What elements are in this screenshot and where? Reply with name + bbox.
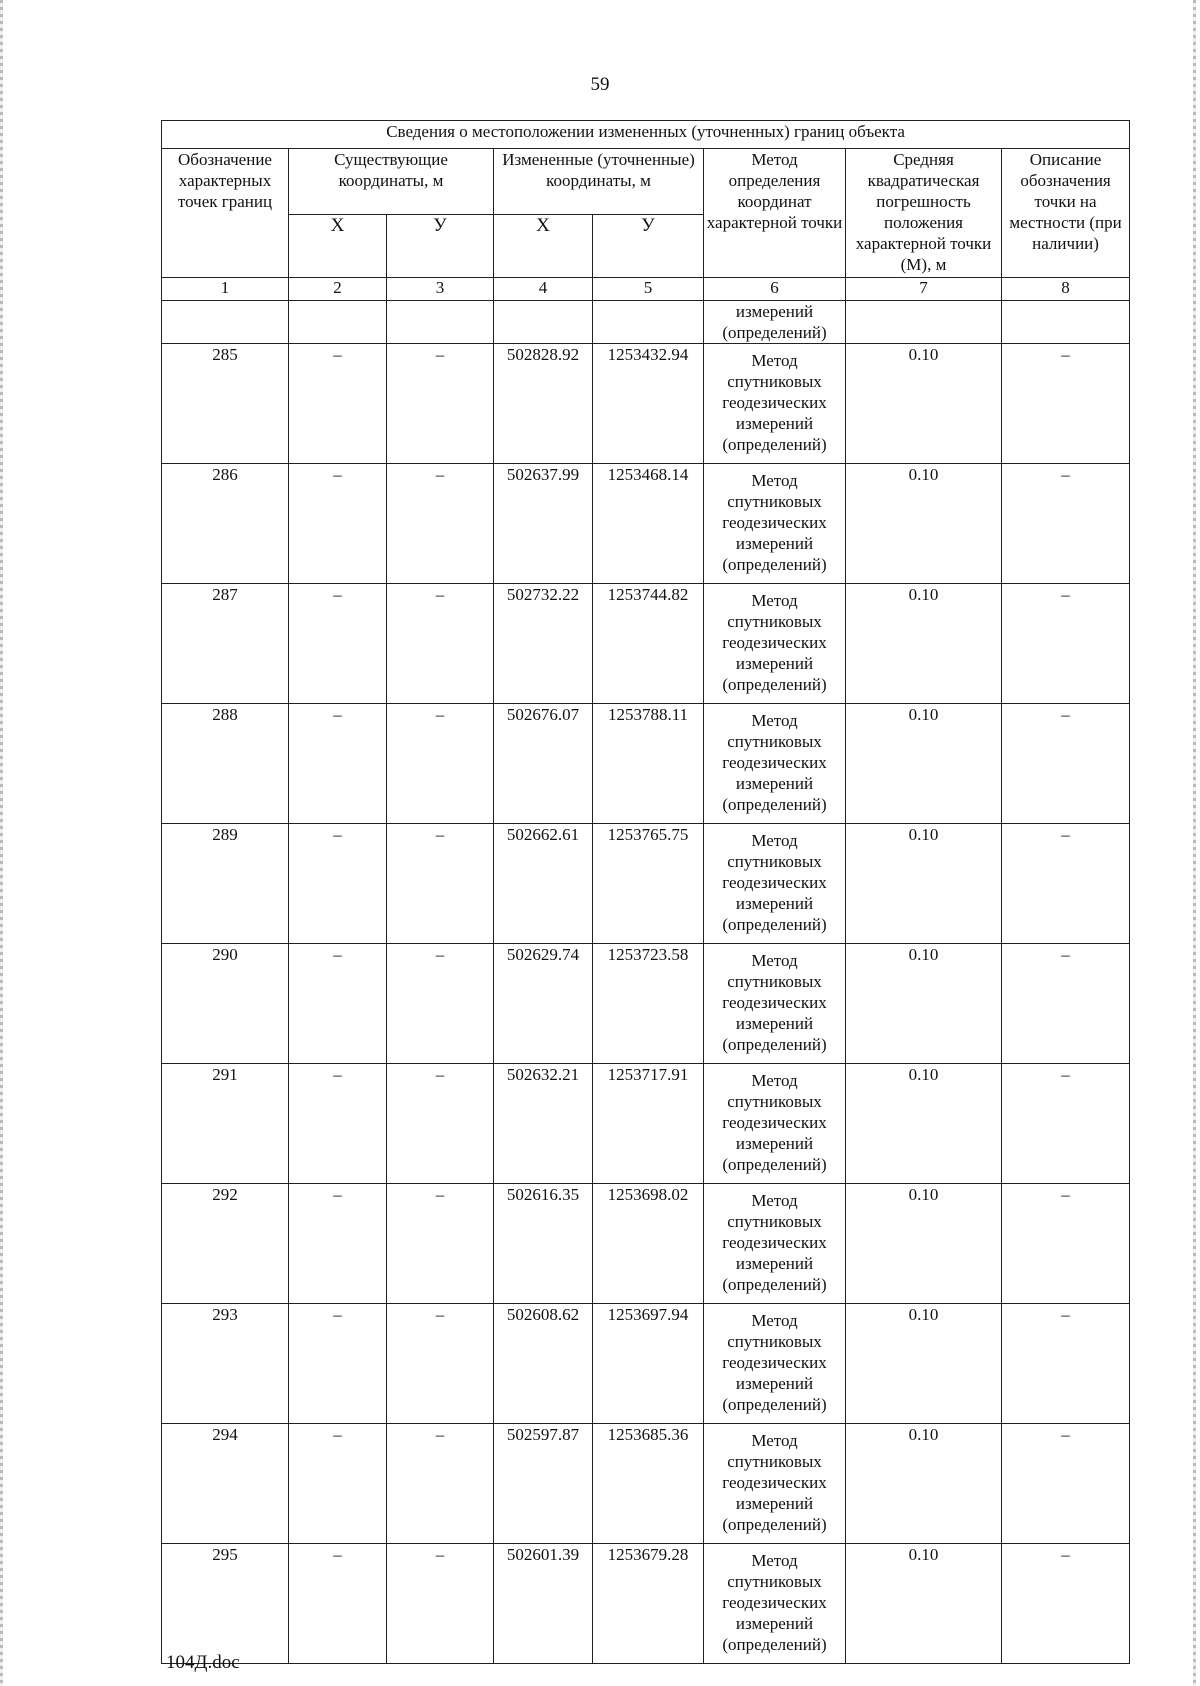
- method-cell: Метод спутниковых геодезических измерений (определений): [704, 944, 846, 1064]
- point-number-cell: 294: [162, 1424, 289, 1544]
- mean-error-cell: 0.10: [846, 824, 1002, 944]
- table-body: [162, 301, 1130, 1664]
- description-cell: –: [1002, 584, 1130, 704]
- changed-x-cell: 502662.61: [494, 824, 593, 944]
- continued-method-cell: измерений (определений): [704, 301, 846, 344]
- header-mean-error: Средняя квадратическая погрешность положения характерной точки (М), м: [846, 149, 1002, 278]
- changed-y-cell: 1253744.82: [593, 584, 704, 704]
- method-cell: Метод спутниковых геодезических измерений (определений): [704, 344, 846, 464]
- column-number: 7: [846, 278, 1002, 301]
- header-existing-y: У: [387, 215, 494, 278]
- point-number-cell: 285: [162, 344, 289, 464]
- mean-error-cell: 0.10: [846, 584, 1002, 704]
- column-numbers-row: [162, 278, 1130, 301]
- existing-x-cell: –: [289, 824, 387, 944]
- existing-y-cell: –: [387, 824, 494, 944]
- existing-x-cell: –: [289, 1184, 387, 1304]
- description-cell: –: [1002, 1304, 1130, 1424]
- method-cell: Метод спутниковых геодезических измерений (определений): [704, 1064, 846, 1184]
- changed-x-cell: 502601.39: [494, 1544, 593, 1664]
- description-cell: –: [1002, 1064, 1130, 1184]
- existing-y-cell: –: [387, 704, 494, 824]
- changed-y-cell: 1253679.28: [593, 1544, 704, 1664]
- table-row: [162, 1544, 1130, 1664]
- mean-error-cell: 0.10: [846, 464, 1002, 584]
- table-row: [162, 944, 1130, 1064]
- column-number: 5: [593, 278, 704, 301]
- existing-x-cell: –: [289, 1544, 387, 1664]
- existing-x-cell: –: [289, 464, 387, 584]
- existing-x-cell: –: [289, 1304, 387, 1424]
- table-row: [162, 824, 1130, 944]
- description-cell: –: [1002, 1544, 1130, 1664]
- method-cell: Метод спутниковых геодезических измерений (определений): [704, 704, 846, 824]
- mean-error-cell: 0.10: [846, 944, 1002, 1064]
- point-number-cell: 286: [162, 464, 289, 584]
- changed-y-cell: 1253723.58: [593, 944, 704, 1064]
- table-row: [162, 1184, 1130, 1304]
- existing-y-cell: –: [387, 944, 494, 1064]
- changed-x-cell: 502597.87: [494, 1424, 593, 1544]
- continued-row: [162, 301, 1130, 344]
- point-number-cell: 291: [162, 1064, 289, 1184]
- header-existing-coordinates: Существующие координаты, м: [289, 149, 494, 215]
- point-number-cell: 287: [162, 584, 289, 704]
- existing-x-cell: –: [289, 944, 387, 1064]
- changed-y-cell: 1253765.75: [593, 824, 704, 944]
- changed-x-cell: 502632.21: [494, 1064, 593, 1184]
- changed-x-cell: 502637.99: [494, 464, 593, 584]
- table-row: [162, 704, 1130, 824]
- column-number: 6: [704, 278, 846, 301]
- point-number-cell: 293: [162, 1304, 289, 1424]
- description-cell: –: [1002, 344, 1130, 464]
- column-number: 4: [494, 278, 593, 301]
- column-number: 8: [1002, 278, 1130, 301]
- header-changed-y: У: [593, 215, 704, 278]
- changed-x-cell: 502676.07: [494, 704, 593, 824]
- method-cell: Метод спутниковых геодезических измерений (определений): [704, 1184, 846, 1304]
- page-number: 59: [590, 74, 610, 95]
- changed-x-cell: 502608.62: [494, 1304, 593, 1424]
- method-cell: Метод спутниковых геодезических измерений (определений): [704, 584, 846, 704]
- existing-y-cell: –: [387, 1304, 494, 1424]
- changed-y-cell: 1253697.94: [593, 1304, 704, 1424]
- point-number-cell: 290: [162, 944, 289, 1064]
- changed-y-cell: 1253717.91: [593, 1064, 704, 1184]
- mean-error-cell: 0.10: [846, 344, 1002, 464]
- description-cell: –: [1002, 1184, 1130, 1304]
- column-number: 1: [162, 278, 289, 301]
- table-row: [162, 1424, 1130, 1544]
- method-cell: Метод спутниковых геодезических измерений (определений): [704, 824, 846, 944]
- changed-x-cell: 502616.35: [494, 1184, 593, 1304]
- existing-y-cell: –: [387, 1184, 494, 1304]
- description-cell: –: [1002, 464, 1130, 584]
- method-cell: Метод спутниковых геодезических измерений (определений): [704, 464, 846, 584]
- header-point-designation: Обозначение характерных точек границ: [162, 149, 289, 278]
- existing-x-cell: –: [289, 704, 387, 824]
- header-description: Описание обозначения точки на местности (при наличии): [1002, 149, 1130, 278]
- existing-x-cell: –: [289, 1424, 387, 1544]
- changed-x-cell: 502828.92: [494, 344, 593, 464]
- table-row: [162, 1304, 1130, 1424]
- mean-error-cell: 0.10: [846, 1544, 1002, 1664]
- table-row: [162, 464, 1130, 584]
- table-title: Сведения о местоположении измененных (уточненных) границ объекта: [162, 121, 1130, 149]
- method-cell: Метод спутниковых геодезических измерений (определений): [704, 1304, 846, 1424]
- mean-error-cell: 0.10: [846, 704, 1002, 824]
- existing-x-cell: –: [289, 344, 387, 464]
- existing-x-cell: –: [289, 1064, 387, 1184]
- point-number-cell: 295: [162, 1544, 289, 1664]
- changed-y-cell: 1253468.14: [593, 464, 704, 584]
- existing-y-cell: –: [387, 464, 494, 584]
- existing-y-cell: –: [387, 584, 494, 704]
- description-cell: –: [1002, 824, 1130, 944]
- method-cell: Метод спутниковых геодезических измерений (определений): [704, 1544, 846, 1664]
- footer-filename: 104Д.doc: [166, 1652, 240, 1673]
- header-existing-x: Х: [289, 215, 387, 278]
- table-row: [162, 584, 1130, 704]
- header-changed-coordinates: Измененные (уточненные) координаты, м: [494, 149, 704, 215]
- mean-error-cell: 0.10: [846, 1184, 1002, 1304]
- point-number-cell: 289: [162, 824, 289, 944]
- description-cell: –: [1002, 704, 1130, 824]
- changed-y-cell: 1253432.94: [593, 344, 704, 464]
- header-changed-x: Х: [494, 215, 593, 278]
- changed-y-cell: 1253788.11: [593, 704, 704, 824]
- changed-y-cell: 1253698.02: [593, 1184, 704, 1304]
- scan-edge-left: [0, 0, 3, 1686]
- changed-x-cell: 502629.74: [494, 944, 593, 1064]
- point-number-cell: 292: [162, 1184, 289, 1304]
- existing-y-cell: –: [387, 1064, 494, 1184]
- existing-y-cell: –: [387, 1424, 494, 1544]
- column-number: 3: [387, 278, 494, 301]
- existing-y-cell: –: [387, 344, 494, 464]
- mean-error-cell: 0.10: [846, 1424, 1002, 1544]
- description-cell: –: [1002, 1424, 1130, 1544]
- table-row: [162, 1064, 1130, 1184]
- existing-y-cell: –: [387, 1544, 494, 1664]
- header-method: Метод определения координат характерной точки: [704, 149, 846, 278]
- point-number-cell: 288: [162, 704, 289, 824]
- coordinates-table: [161, 120, 1130, 1664]
- table-row: [162, 344, 1130, 464]
- changed-y-cell: 1253685.36: [593, 1424, 704, 1544]
- changed-x-cell: 502732.22: [494, 584, 593, 704]
- method-cell: Метод спутниковых геодезических измерений (определений): [704, 1424, 846, 1544]
- mean-error-cell: 0.10: [846, 1304, 1002, 1424]
- existing-x-cell: –: [289, 584, 387, 704]
- description-cell: –: [1002, 944, 1130, 1064]
- column-number: 2: [289, 278, 387, 301]
- mean-error-cell: 0.10: [846, 1064, 1002, 1184]
- scan-edge-right: [1193, 0, 1196, 1686]
